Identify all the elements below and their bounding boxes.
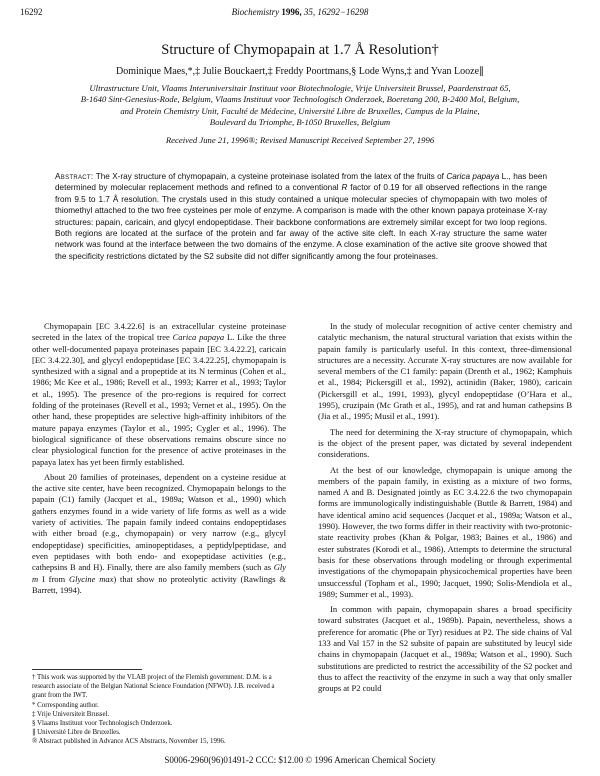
footnotes — [32, 673, 286, 747]
footnote: ® Abstract published in Advance ACS Abstracts, November 15, 1996. — [32, 738, 226, 746]
journal-year: 1996, — [281, 7, 302, 17]
affiliations — [40, 83, 560, 128]
body-text: I from — [38, 573, 69, 584]
footnote: * Corresponding author. — [32, 701, 99, 709]
footnote-divider — [32, 669, 142, 670]
body-paragraph — [32, 321, 286, 468]
abstract-species: Carica papaya — [446, 172, 500, 181]
body-paragraph: The need for determining the X-ray structure of chymopapain, which is the object of the present paper, was dictated by several independent considerations. — [318, 426, 572, 460]
journal-pages: 16292−16298 — [317, 7, 369, 17]
body-paragraph — [32, 472, 286, 596]
body-paragraph: At the best of our knowledge, chymopapain is unique among the members of the papain family, in existing as a mixture of two forms, named A and B. Designated jointly as EC 3.4.22.6 the two chymopapain forms are immunologically indistinguishable (Buttle & Barrett, 1984) and have identical amino acid sequences (Jacquet et al., 1989a; Watson et al., 1990). However, the two forms differ in their reactivity with two-protonic-state reactivity probes (Khan & Polgar, 1983; Baines et al., 1986) and ester substrates (Korodi et al., 1986). Attempts to determine the structural basis for these observations through modeling or through experimental investigations of the chymopapain physicochemical properties have been unsuccessful (Topham et al., 1990; Jacquet, 1990; Solis-Mendiola et al., 1989; Summer et al., 1993). — [318, 464, 572, 599]
author-list: Dominique Maes,*,‡ Julie Bouckaert,‡ Freddy Poortmans,§ Lode Wyns,‡ and Yvan Looze∥ — [115, 66, 485, 77]
species-name: Gly m — [32, 562, 286, 584]
affiliation-line: and Protein Chemistry Unit, Faculté de Médecine, Université Libre de Bruxelles, Campus de la Plaine, — [120, 105, 480, 116]
journal-citation — [20, 7, 580, 17]
body-paragraph: In common with papain, chymopapain shares a broad specificity toward substrates (Jacquet et al., 1989b). Papain, nevertheless, shows a preference for aromatic (Phe or Tyr) residues at P2. The side chains of Val 133 and Val 157 in the S2 subsite of papain are substituted by leucyl side chains in chymopapain (Jacquet et al., 1989a; Watson et al., 1990). Such substitutions are predicted to restrict the accessibility of the S2 pocket and thus to affect the reactivity of the enzyme in such a way that only smaller groups at P2 could — [318, 604, 572, 694]
body-text: L. Like the three other well-documented papaya proteinases papain [EC 3.4.22.2], caricain [EC 3.4.22.30], and glycyl endopeptidase [EC 3.4.22.25], chymopapain is synthesized with a signal and a propeptide at its N terminus (Cohen et al., 1986; Mc Kee et al., 1986; Revell et al., 1993; Karrer et al., 1993; Taylor et al., 1995). The presence of the pro-regions is required for correct folding of the proteinases (Revell et al., 1993; Vernet et al., 1995). On the other hand, these propeptides are selective high-affinity inhibitors of the mature papaya enzymes (Taylor et al., 1995; Cygler et al., 1996). The biological significance of these observations remains obscure since no clear physiological function for the presence of active proteinases in the papaya latex has yet been firmly established. — [32, 332, 286, 467]
species-name: Carica papaya — [172, 332, 225, 343]
body-text: About 20 families of proteinases, dependent on a cysteine residue at the active site center, have been recognized. Chymopapain belongs to the papain (C1) family (Jacquet et al., 1989a; Watson et al., 1990) which gathers enzymes found in a wide variety of life forms as well as a wide variety of activities. The papain family indeed contains endopeptidases with either broad (e.g., chymopapain) or very narrow (e.g., glycyl endopeptidase) specificities, aminopeptidases, a peptidylpeptidase, and even peptidases with both endo- and exopeptidase activities (e.g., cathepsins B and H). Finally, there are also family members (such as — [32, 471, 286, 573]
left-column — [32, 321, 286, 600]
abstract-text: The X-ray structure of chymopapain, a cysteine proteinase isolated from the latex of the fruits of — [93, 172, 447, 181]
body-text: ) that show no proteolytic activity (Rawlings & Barrett, 1994). — [32, 573, 287, 595]
page-number: 16292 — [20, 7, 43, 17]
footnote: § Vlaams Instituut voor Technologisch Onderzoek. — [32, 720, 173, 728]
article-title: Structure of Chymopapain at 1.7 Å Resolution† — [161, 42, 439, 58]
footnote: ∥ Université Libre de Bruxelles. — [32, 729, 121, 737]
abstract-text: factor of 0.19 for all observed reflections in the range from 9.5 to 1.7 Å resolution. The crystals used in this study contained a unique molecular species of chymopapain with two moles of thiomethyl attached to the two free cysteines per mole of enzyme. A comparison is made with the other known papaya proteinase X-ray structures: papain, caricain, and glycyl endopeptidase. Their backbone conformations are extremely similar except for two loop regions. Both regions are located at the surface of the protein and far away of the active site cleft. In each X-ray structure the same water network was found at the interface between the two domains of the enzyme. A close examination of the active site groove showed that the specificity restrictions dictated by the S2 subsite did not differ significantly among the four proteinases. — [55, 183, 547, 261]
footnote: ‡ Vrije Universiteit Brussel. — [32, 710, 110, 718]
species-name: Glycine max — [68, 573, 114, 584]
running-head — [20, 7, 580, 21]
abstract-text: L., has been determined by molecular replacement methods and refined to a conventional — [55, 172, 548, 193]
journal-name: Biochemistry — [231, 7, 280, 17]
body-paragraph: In the study of molecular recognition of active center chemistry and catalytic mechanism, the natural structural variation that exists within the papain family is particularly useful. In this context, three-dimensional structures are a necessity. Accurate X-ray structures are now available for several members of the C1 family: papain (Drenth et al., 1962; Kamphuis et al., 1984; Pickersgill et al., 1992), actinidin (Baker, 1980), caricain (Pickersgill et al., 1991, 1993), glycyl endopeptidase (O’Hara et al., 1995), cruzipain (Mc Grath et al., 1995), and rat and human cathepsins B (Jia et al., 1995; Musil et al., 1991). — [318, 321, 572, 422]
body-text: Chymopapain [EC 3.4.22.6] is an extracellular cysteine proteinase secreted in the latex of the tropical tree — [32, 321, 286, 343]
abstract — [55, 171, 547, 262]
copyright-footer: S0006-2960(96)01491-2 CCC: $12.00 © 1996 American Chemical Society — [164, 755, 436, 765]
abstract-r-symbol: R — [341, 183, 348, 193]
affiliation-line: Boulevard du Triomphe, B-1050 Bruxelles, Belgium — [209, 116, 391, 127]
abstract-label: Abstract: — [55, 172, 94, 181]
footnote: † This work was supported by the VLAB project of the Flemish government. D.M. is a research associate of the Belgian National Science Foundation (NFWO). J.B. received a grant from the IWT. — [32, 674, 275, 700]
affiliation-line: Ultrastructure Unit, Vlaams Interuniversitair Instituut voor Biotechnologie, Vrije Universiteit Brussel, Paardenstraat 65, — [89, 83, 511, 93]
affiliation-line: B-1640 Sint-Genesius-Rode, Belgium, Vlaams Instituut voor Technologisch Onderzoek, Boeretang 200, B-2400 Mol, Belgium, — [80, 94, 520, 105]
received-dates: Received June 21, 1996®; Revised Manuscript Received September 27, 1996 — [165, 135, 435, 145]
right-column — [318, 321, 572, 699]
journal-volume: 35, — [303, 7, 316, 17]
